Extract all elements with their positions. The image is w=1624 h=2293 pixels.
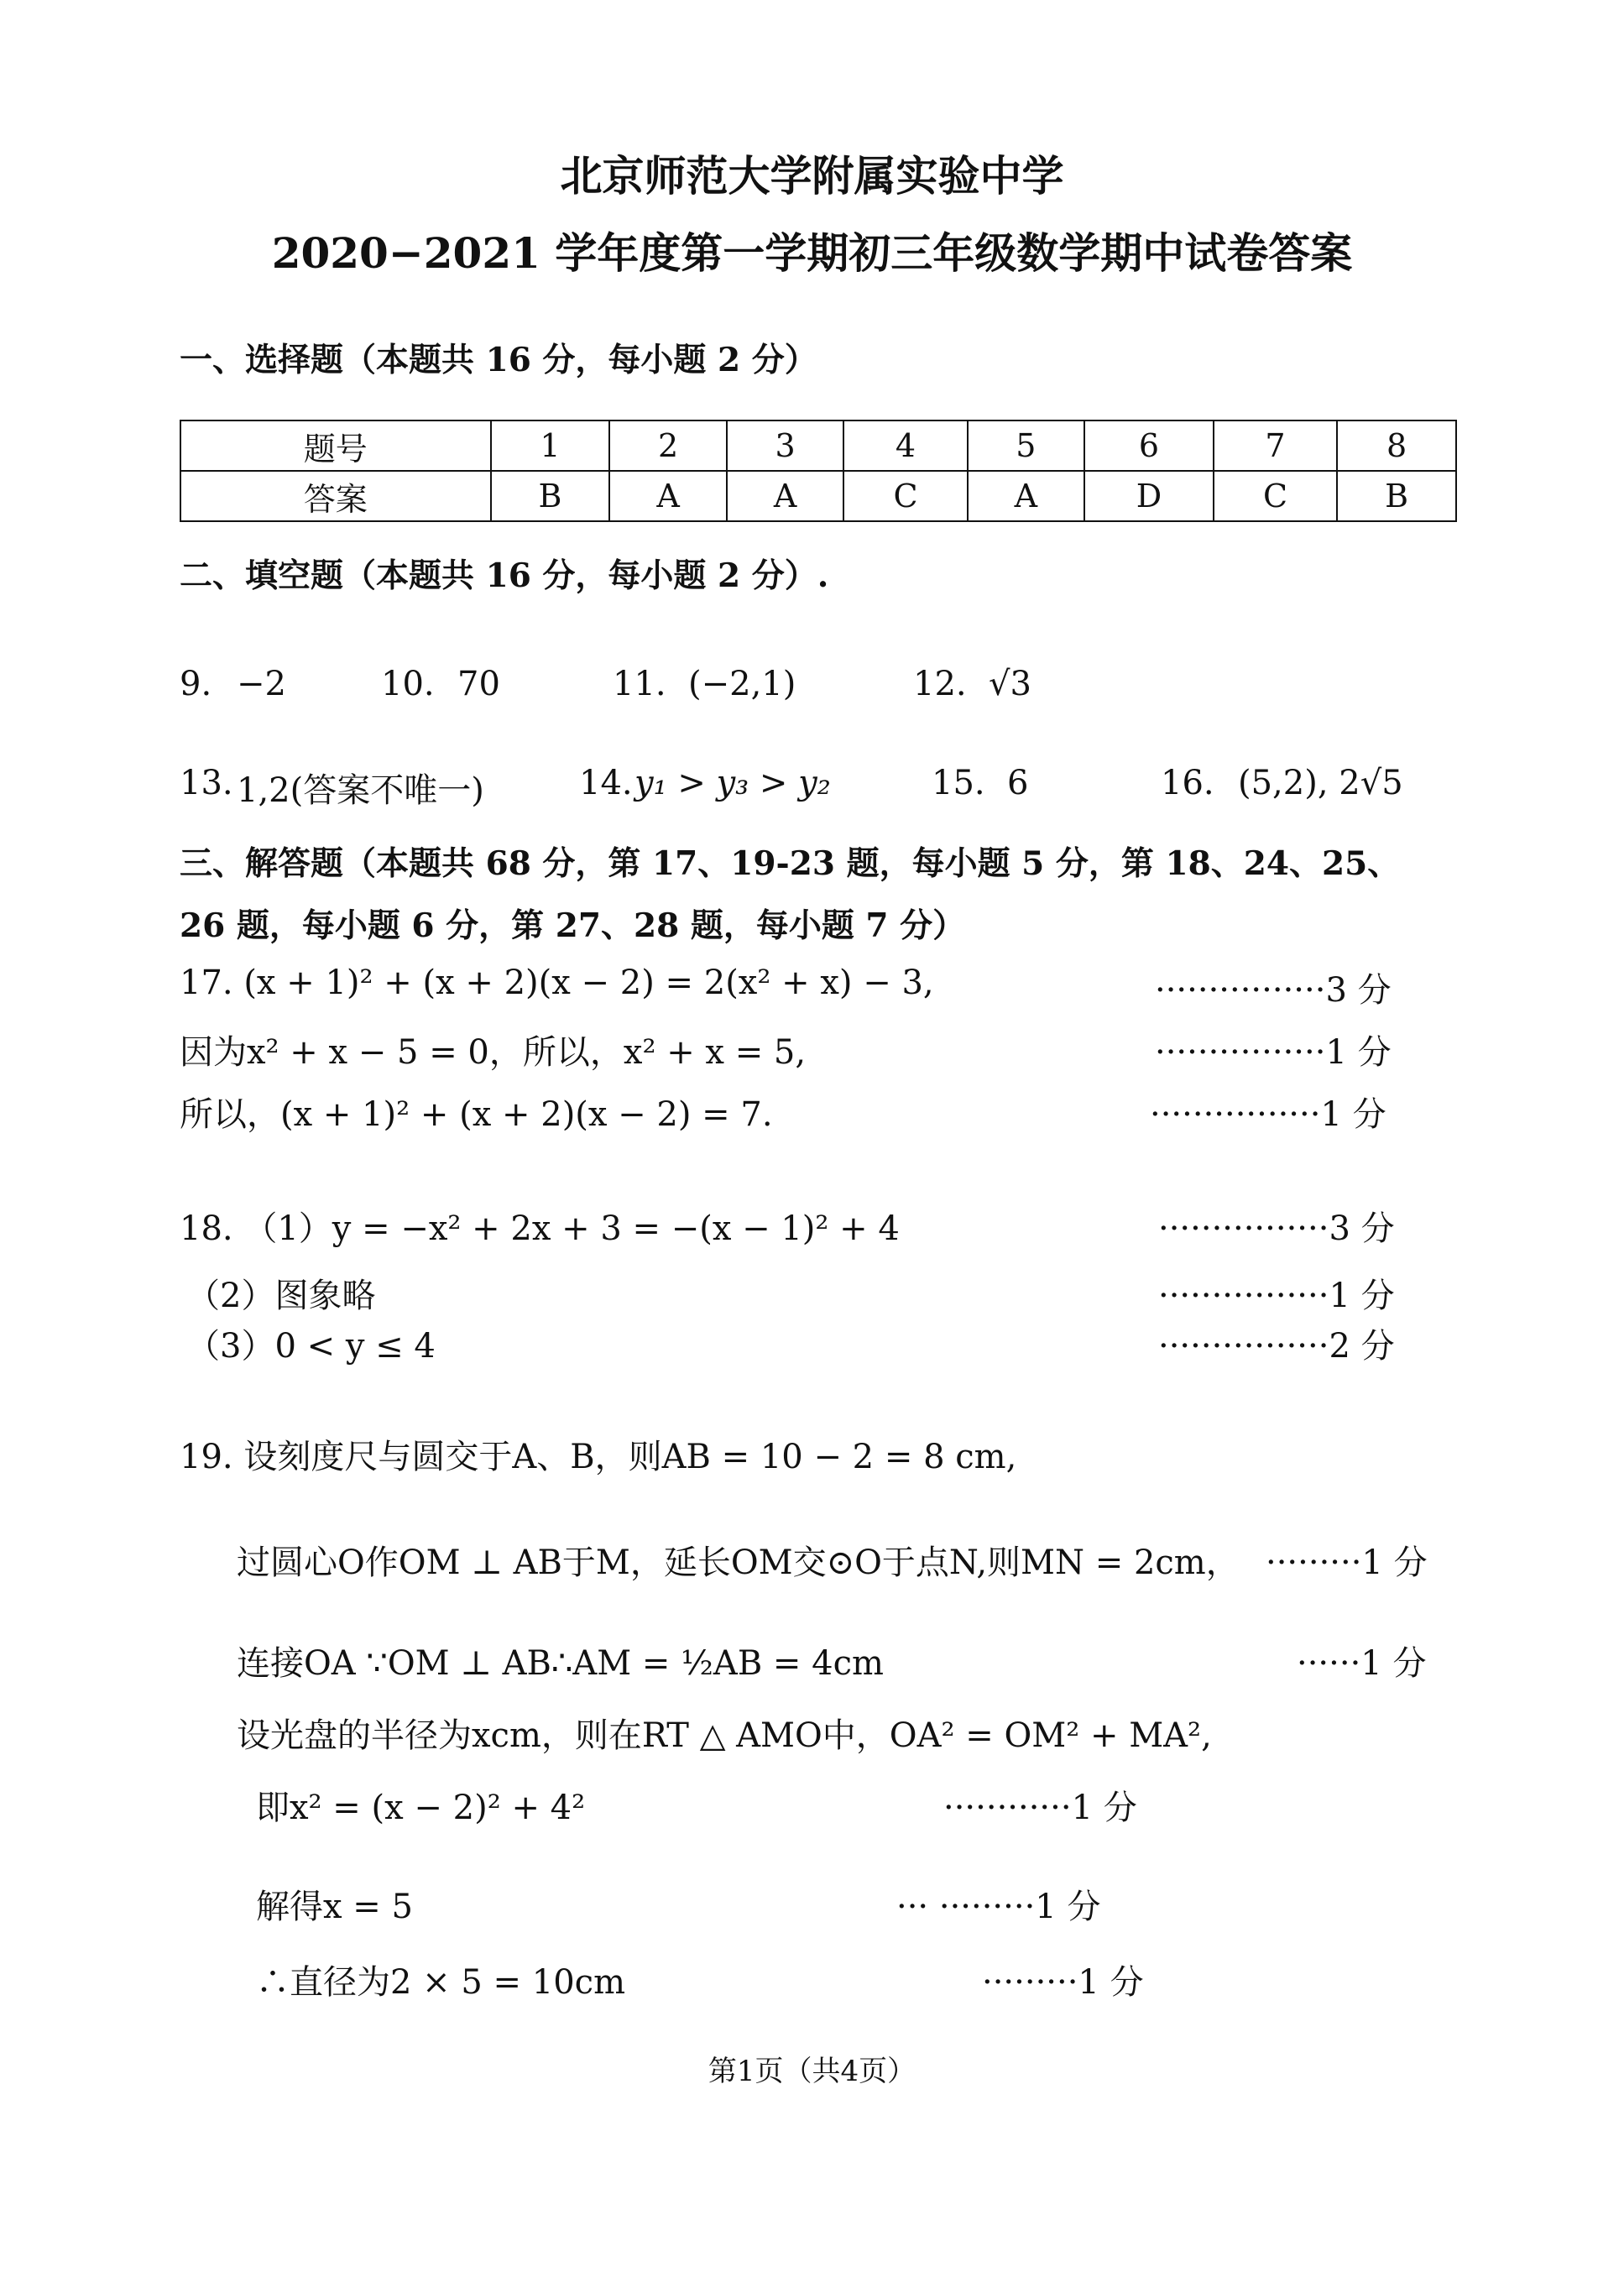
table-cell: 6	[1084, 420, 1214, 471]
q14-num: 14.	[579, 764, 633, 802]
q9-answer: −2	[237, 665, 286, 703]
q14-answer: y₁ > y₃ > y₂	[634, 764, 831, 802]
section2-title: 二、填空题（本题共 16 分，每小题 2 分）.	[180, 556, 829, 595]
q18-line1: 18. （1）y = −x² + 2x + 3 = −(x − 1)² + 4	[180, 1209, 900, 1248]
q19-line2: 过圆心O作OM ⊥ AB于M，延长OM交⊙O于点N,则MN = 2cm，	[237, 1543, 1240, 1582]
page-footer: 第1页（共4页）	[708, 2055, 916, 2088]
q12-num: 12.	[913, 665, 967, 703]
q16-num: 16.	[1161, 764, 1214, 802]
q15-num: 15.	[932, 764, 985, 802]
q19-line1: 19. 设刻度尺与圆交于A、B，则AB = 10 − 2 = 8 cm,	[180, 1438, 1017, 1476]
q11-num: 11.	[613, 665, 666, 703]
table-cell: 3	[727, 420, 844, 471]
q19-line3: 连接OA ∵OM ⊥ AB∴AM = ½AB = 4cm	[237, 1644, 884, 1683]
q19-score7: ·········1 分	[982, 1963, 1144, 2002]
table-cell: A	[968, 471, 1085, 521]
table-cell: B	[1337, 471, 1456, 521]
q17-line1: 17. (x + 1)² + (x + 2)(x − 2) = 2(x² + x) − 3,	[180, 964, 934, 1002]
q19-line4: 设光盘的半径为xcm，则在RT △ AMO中，OA² = OM² + MA²,	[237, 1716, 1212, 1755]
q17-line2: 因为x² + x − 5 = 0，所以，x² + x = 5,	[180, 1033, 807, 1072]
row-label: 题号	[180, 420, 491, 471]
q19-line6: 解得x = 5	[256, 1888, 413, 1926]
table-cell: 8	[1337, 420, 1456, 471]
section1-title: 一、选择题（本题共 16 分，每小题 2 分）	[180, 341, 817, 379]
q12-answer: √3	[989, 665, 1031, 703]
q17-score3: ················1 分	[1150, 1095, 1386, 1134]
table-cell: 1	[491, 420, 610, 471]
q11-answer: (−2,1)	[688, 665, 796, 703]
school-title: 北京师范大学附属实验中学	[560, 151, 1064, 201]
q17-score2: ················1 分	[1155, 1033, 1392, 1072]
exam-title: 2020−2021 学年度第一学期初三年级数学期中试卷答案	[271, 228, 1353, 278]
q13-answer: 1,2(答案不唯一)	[237, 771, 484, 810]
table-cell: 7	[1214, 420, 1337, 471]
answer-table	[180, 420, 1457, 522]
table-row	[180, 420, 1456, 471]
table-cell: D	[1084, 471, 1214, 521]
table-cell: 4	[843, 420, 967, 471]
table-row	[180, 471, 1456, 521]
q18-score3: ················2 分	[1158, 1327, 1395, 1366]
q16-answer: (5,2), 2√5	[1238, 764, 1403, 802]
q9-num: 9.	[180, 665, 212, 703]
q17-score1: ················3 分	[1155, 971, 1392, 1010]
q18-line2: （2）图象略	[186, 1277, 376, 1315]
q10-answer: 70	[457, 665, 500, 703]
table-cell: C	[1214, 471, 1337, 521]
table-cell: A	[609, 471, 727, 521]
q13-num: 13.	[180, 764, 233, 802]
table-cell: C	[843, 471, 967, 521]
q19-score5: ············1 分	[943, 1789, 1137, 1827]
section3-title-line1: 三、解答题（本题共 68 分，第 17、19-23 题，每小题 5 分，第 18、24、25、	[180, 844, 1401, 883]
section3-title-line2: 26 题，每小题 6 分，第 27、28 题，每小题 7 分）	[180, 906, 966, 945]
q15-answer: 6	[1007, 764, 1029, 802]
table-cell: 5	[968, 420, 1085, 471]
q19-score2: ·········1 分	[1266, 1543, 1428, 1582]
table-cell: B	[491, 471, 610, 521]
q18-score2: ················1 分	[1158, 1277, 1395, 1315]
q19-score3: ······1 分	[1297, 1644, 1427, 1683]
q10-num: 10.	[381, 665, 435, 703]
q19-line5: 即x² = (x − 2)² + 4²	[256, 1789, 586, 1827]
q18-score1: ················3 分	[1158, 1209, 1395, 1248]
q18-line3: （3）0 < y ≤ 4	[186, 1327, 436, 1366]
q19-score6: ··· ·········1 分	[896, 1888, 1101, 1926]
table-cell: A	[727, 471, 844, 521]
row-label: 答案	[180, 471, 491, 521]
table-cell: 2	[609, 420, 727, 471]
q19-line7: ∴直径为2 × 5 = 10cm	[256, 1963, 626, 2002]
q17-line3: 所以，(x + 1)² + (x + 2)(x − 2) = 7.	[180, 1095, 773, 1134]
